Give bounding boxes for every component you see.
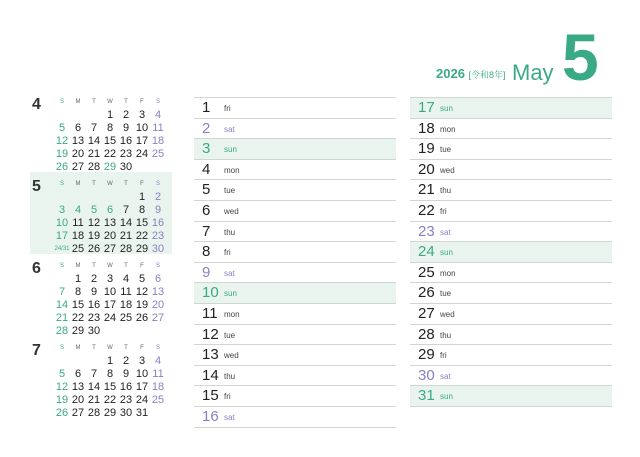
day-row bbox=[194, 407, 396, 428]
day-number: 2 bbox=[202, 119, 211, 137]
mini-day-cell: 5 bbox=[58, 368, 66, 380]
mini-day-cell: 27 bbox=[103, 243, 117, 255]
mini-day-cell: 2 bbox=[154, 191, 162, 203]
day-weekday: thu bbox=[224, 371, 236, 381]
weekday-header-cell: T bbox=[92, 345, 96, 351]
mini-day-cell: 11 bbox=[120, 286, 132, 298]
day-weekday: fri bbox=[440, 206, 447, 216]
mini-day-cell: 16 bbox=[119, 135, 133, 147]
mini-day-cell: 26 bbox=[55, 407, 69, 419]
mini-day-cell: 25 bbox=[151, 148, 165, 160]
mini-day-cell: 19 bbox=[87, 230, 101, 242]
day-number: 19 bbox=[418, 140, 435, 158]
mini-day-cell: 7 bbox=[122, 204, 130, 216]
day-number: 1 bbox=[202, 99, 211, 116]
mini-day-cell: 16 bbox=[151, 217, 165, 229]
day-row bbox=[194, 366, 396, 387]
mini-day-cell: 31 bbox=[135, 407, 149, 419]
mini-day-cell: 6 bbox=[74, 368, 82, 380]
mini-day-cell: 5 bbox=[138, 273, 146, 285]
day-number: 4 bbox=[202, 160, 211, 178]
day-column-2 bbox=[410, 97, 612, 407]
mini-day-cell: 25 bbox=[71, 243, 85, 255]
day-weekday: sat bbox=[440, 371, 451, 381]
day-number: 30 bbox=[418, 366, 435, 384]
mini-day-cell: 29 bbox=[71, 325, 85, 337]
mini-day-cell: 27 bbox=[71, 161, 85, 173]
day-row bbox=[194, 325, 396, 346]
day-weekday: sun bbox=[440, 248, 453, 258]
day-row bbox=[410, 283, 612, 304]
mini-day-cell: 24 bbox=[135, 394, 149, 406]
day-weekday: fri bbox=[224, 104, 231, 113]
day-row bbox=[194, 139, 396, 160]
mini-day-cell: 27 bbox=[151, 312, 165, 324]
mini-day-cell: 26 bbox=[87, 243, 101, 255]
mini-day-cell: 1 bbox=[106, 355, 114, 367]
mini-day-cell: 8 bbox=[106, 122, 114, 134]
mini-day-cell: 7 bbox=[90, 122, 98, 134]
mini-day-cell: 13 bbox=[151, 286, 165, 298]
mini-day-cell: 19 bbox=[55, 148, 69, 160]
day-number: 23 bbox=[418, 222, 435, 240]
day-number: 3 bbox=[202, 140, 211, 158]
day-row bbox=[194, 119, 396, 140]
day-weekday: tue bbox=[440, 289, 452, 299]
day-weekday: mon bbox=[440, 268, 456, 278]
day-row bbox=[194, 283, 396, 304]
mini-day-cell: 4 bbox=[154, 355, 162, 367]
mini-day-cell: 2 bbox=[122, 355, 130, 367]
mini-day-cell: 29 bbox=[103, 161, 117, 173]
day-row bbox=[194, 242, 396, 263]
day-number: 12 bbox=[202, 325, 219, 343]
mini-day-cell: 22 bbox=[103, 394, 117, 406]
day-number: 15 bbox=[202, 387, 219, 405]
day-row bbox=[410, 345, 612, 366]
month-name: May bbox=[512, 60, 554, 85]
day-weekday: sun bbox=[440, 104, 453, 113]
mini-day-cell: 4 bbox=[122, 273, 130, 285]
mini-day-cell: 30 bbox=[151, 243, 165, 255]
mini-day-cell: 14 bbox=[87, 135, 101, 147]
day-row bbox=[410, 242, 612, 263]
mini-day-cell: 23 bbox=[151, 230, 165, 242]
mini-day-cell: 12 bbox=[55, 381, 69, 393]
day-number: 5 bbox=[202, 181, 211, 199]
mini-day-cell: 9 bbox=[154, 204, 162, 216]
day-number: 11 bbox=[202, 304, 218, 322]
day-weekday: sat bbox=[224, 412, 235, 422]
day-number: 22 bbox=[418, 201, 435, 219]
mini-day-cell: 14 bbox=[119, 217, 133, 229]
day-column-1 bbox=[194, 97, 396, 428]
day-weekday: mon bbox=[224, 309, 240, 319]
mini-day-cell: 1 bbox=[106, 109, 114, 121]
day-row bbox=[194, 180, 396, 201]
weekday-header-cell: T bbox=[92, 99, 96, 105]
mini-day-cell: 10 bbox=[103, 286, 117, 298]
day-weekday: thu bbox=[224, 227, 236, 237]
mini-day-cell: 25 bbox=[119, 312, 133, 324]
mini-day-cell: 21 bbox=[119, 230, 133, 242]
weekday-header-cell: S bbox=[155, 345, 160, 351]
mini-day-cell: 10 bbox=[55, 217, 69, 229]
mini-day-cell: 6 bbox=[106, 204, 114, 216]
weekday-header-cell: T bbox=[124, 99, 128, 105]
mini-day-cell: 2 bbox=[122, 109, 130, 121]
mini-day-cell: 15 bbox=[103, 381, 117, 393]
day-weekday: sun bbox=[224, 289, 237, 299]
mini-day-cell: 15 bbox=[103, 135, 117, 147]
mini-day-cell: 9 bbox=[90, 286, 98, 298]
day-weekday: sun bbox=[440, 392, 453, 402]
mini-day-cell: 8 bbox=[138, 204, 146, 216]
mini-day-cell: 3 bbox=[138, 109, 146, 121]
mini-day-cell: 21 bbox=[87, 148, 101, 160]
mini-day-cell: 19 bbox=[55, 394, 69, 406]
day-row bbox=[410, 386, 612, 407]
mini-day-cell: 28 bbox=[87, 407, 101, 419]
mini-day-cell: 30 bbox=[119, 161, 133, 173]
mini-day-cell: 4 bbox=[154, 109, 162, 121]
mini-day-cell: 28 bbox=[87, 161, 101, 173]
weekday-header-cell: F bbox=[140, 345, 144, 351]
mini-month-label: 5 bbox=[32, 178, 41, 195]
day-row bbox=[410, 222, 612, 243]
day-row bbox=[194, 263, 396, 284]
mini-day-cell: 22 bbox=[71, 312, 85, 324]
mini-day-cell: 18 bbox=[151, 381, 165, 393]
day-weekday: thu bbox=[440, 330, 452, 340]
day-row bbox=[410, 325, 612, 346]
day-number: 21 bbox=[418, 181, 435, 199]
day-number: 17 bbox=[418, 99, 435, 116]
mini-day-cell: 20 bbox=[151, 299, 165, 311]
mini-day-cell: 21 bbox=[87, 394, 101, 406]
weekday-header-cell: M bbox=[75, 263, 81, 269]
weekday-header-cell: M bbox=[75, 345, 81, 351]
day-weekday: fri bbox=[224, 392, 231, 402]
day-weekday: fri bbox=[440, 351, 447, 361]
day-row bbox=[194, 98, 396, 119]
weekday-header-cell: S bbox=[59, 99, 64, 105]
day-weekday: sun bbox=[224, 145, 237, 155]
mini-month-label: 7 bbox=[32, 342, 41, 359]
mini-day-cell: 15 bbox=[135, 217, 149, 229]
mini-day-cell: 9 bbox=[122, 122, 130, 134]
mini-day-cell: 13 bbox=[103, 217, 117, 229]
day-number: 26 bbox=[418, 284, 435, 302]
weekday-header-cell: S bbox=[155, 181, 160, 187]
day-number: 8 bbox=[202, 243, 211, 261]
mini-day-cell: 15 bbox=[71, 299, 85, 311]
weekday-header-cell: M bbox=[75, 99, 81, 105]
mini-day-cell: 6 bbox=[154, 273, 162, 285]
weekday-header-cell: T bbox=[92, 263, 96, 269]
day-row bbox=[410, 304, 612, 325]
day-weekday: wed bbox=[224, 206, 239, 216]
mini-day-cell: 13 bbox=[71, 381, 85, 393]
weekday-header-cell: T bbox=[124, 263, 128, 269]
era-text: [令和8年] bbox=[468, 70, 506, 80]
month-number: 5 bbox=[562, 20, 599, 94]
mini-day-cell: 30 bbox=[119, 407, 133, 419]
day-row bbox=[410, 98, 612, 119]
mini-day-cell: 17 bbox=[55, 230, 69, 242]
mini-month-label: 6 bbox=[32, 260, 41, 277]
day-weekday: tue bbox=[224, 186, 236, 196]
mini-day-cell: 12 bbox=[55, 135, 69, 147]
day-row bbox=[410, 139, 612, 160]
day-number: 24 bbox=[418, 243, 435, 261]
day-weekday: thu bbox=[440, 186, 452, 196]
weekday-header-cell: S bbox=[155, 99, 160, 105]
day-number: 14 bbox=[202, 366, 219, 384]
mini-day-cell: 28 bbox=[119, 243, 133, 255]
day-row bbox=[194, 386, 396, 407]
mini-day-cell: 3 bbox=[58, 204, 66, 216]
mini-day-cell: 16 bbox=[119, 381, 133, 393]
day-weekday: tue bbox=[224, 330, 236, 340]
day-number: 27 bbox=[418, 304, 435, 322]
weekday-header-cell: M bbox=[75, 181, 81, 187]
mini-day-cell: 9 bbox=[122, 368, 130, 380]
mini-day-cell: 20 bbox=[71, 394, 85, 406]
day-weekday: tue bbox=[440, 145, 452, 155]
weekday-header-cell: W bbox=[107, 263, 113, 269]
day-number: 10 bbox=[202, 284, 219, 302]
mini-day-cell: 18 bbox=[119, 299, 133, 311]
day-weekday: wed bbox=[224, 351, 239, 361]
day-number: 20 bbox=[418, 160, 435, 178]
mini-day-cell: 23 bbox=[119, 148, 133, 160]
mini-day-cell: 18 bbox=[71, 230, 85, 242]
mini-day-cell: 10 bbox=[135, 122, 149, 134]
mini-day-cell: 7 bbox=[90, 368, 98, 380]
day-number: 13 bbox=[202, 346, 219, 364]
mini-day-cell: 17 bbox=[135, 381, 149, 393]
mini-day-cell: 8 bbox=[74, 286, 82, 298]
mini-month-label: 4 bbox=[32, 96, 41, 113]
mini-day-cell: 22 bbox=[135, 230, 149, 242]
weekday-header-cell: F bbox=[140, 99, 144, 105]
mini-day-cell: 24 bbox=[135, 148, 149, 160]
mini-day-cell: 16 bbox=[87, 299, 101, 311]
mini-day-cell: 23 bbox=[119, 394, 133, 406]
mini-day-cell: 13 bbox=[71, 135, 85, 147]
mini-day-cell: 19 bbox=[135, 299, 149, 311]
mini-day-cell: 10 bbox=[135, 368, 149, 380]
mini-day-cell: 12 bbox=[87, 217, 101, 229]
mini-day-cell: 3 bbox=[106, 273, 114, 285]
weekday-header-cell: T bbox=[124, 181, 128, 187]
day-row bbox=[410, 263, 612, 284]
mini-day-cell: 28 bbox=[55, 325, 69, 337]
weekday-header-cell: W bbox=[107, 345, 113, 351]
year-text: 2026 bbox=[436, 66, 465, 81]
mini-day-cell: 1 bbox=[74, 273, 82, 285]
mini-day-cell: 30 bbox=[87, 325, 101, 337]
mini-day-cell: 20 bbox=[71, 148, 85, 160]
weekday-header-cell: T bbox=[124, 345, 128, 351]
mini-day-cell: 29 bbox=[135, 243, 149, 255]
day-number: 9 bbox=[202, 263, 211, 281]
day-number: 18 bbox=[418, 119, 435, 137]
weekday-header-cell: S bbox=[155, 263, 160, 269]
mini-day-cell: 24 bbox=[103, 312, 117, 324]
mini-day-cell: 29 bbox=[103, 407, 117, 419]
mini-day-cell: 6 bbox=[74, 122, 82, 134]
day-weekday: sat bbox=[224, 268, 235, 278]
day-row bbox=[410, 366, 612, 387]
day-weekday: wed bbox=[440, 309, 455, 319]
mini-day-cell: 12 bbox=[135, 286, 149, 298]
mini-day-cell: 4 bbox=[74, 204, 82, 216]
mini-day-cell: 21 bbox=[55, 312, 69, 324]
weekday-header-cell: F bbox=[140, 263, 144, 269]
mini-day-cell: 11 bbox=[152, 122, 164, 134]
day-number: 31 bbox=[418, 387, 435, 405]
weekday-header-cell: F bbox=[140, 181, 144, 187]
mini-day-cell: 11 bbox=[152, 368, 164, 380]
day-weekday: sat bbox=[224, 124, 235, 134]
mini-day-cell: 1 bbox=[138, 191, 146, 203]
day-row bbox=[194, 201, 396, 222]
year-label bbox=[436, 66, 506, 81]
day-number: 25 bbox=[418, 263, 435, 281]
day-number: 6 bbox=[202, 201, 211, 219]
mini-day-cell: 3 bbox=[138, 355, 146, 367]
day-row bbox=[194, 304, 396, 325]
mini-day-cell: 24/31 bbox=[54, 246, 70, 252]
weekday-header-cell: S bbox=[59, 181, 64, 187]
weekday-header-cell: S bbox=[59, 263, 64, 269]
mini-day-cell: 26 bbox=[55, 161, 69, 173]
day-weekday: mon bbox=[440, 124, 456, 134]
day-row bbox=[410, 119, 612, 140]
day-row bbox=[194, 222, 396, 243]
mini-day-cell: 8 bbox=[106, 368, 114, 380]
mini-day-cell: 2 bbox=[90, 273, 98, 285]
day-number: 16 bbox=[202, 407, 219, 425]
day-number: 28 bbox=[418, 325, 435, 343]
day-weekday: fri bbox=[224, 248, 231, 258]
mini-day-cell: 22 bbox=[103, 148, 117, 160]
mini-day-cell: 18 bbox=[151, 135, 165, 147]
weekday-header-cell: T bbox=[92, 181, 96, 187]
mini-day-cell: 14 bbox=[55, 299, 69, 311]
mini-day-cell: 14 bbox=[87, 381, 101, 393]
mini-day-cell: 17 bbox=[103, 299, 117, 311]
mini-day-cell: 5 bbox=[90, 204, 98, 216]
day-weekday: mon bbox=[224, 165, 240, 175]
weekday-header-cell: W bbox=[107, 181, 113, 187]
day-row bbox=[410, 180, 612, 201]
day-weekday: sat bbox=[440, 227, 451, 237]
day-row bbox=[410, 201, 612, 222]
mini-day-cell: 5 bbox=[58, 122, 66, 134]
mini-day-cell: 27 bbox=[71, 407, 85, 419]
mini-day-cell: 20 bbox=[103, 230, 117, 242]
mini-day-cell: 11 bbox=[72, 217, 84, 229]
day-number: 7 bbox=[202, 222, 211, 240]
mini-day-cell: 23 bbox=[87, 312, 101, 324]
mini-day-cell: 26 bbox=[135, 312, 149, 324]
mini-day-cell: 17 bbox=[135, 135, 149, 147]
day-weekday: wed bbox=[440, 165, 455, 175]
day-row bbox=[194, 160, 396, 181]
weekday-header-cell: S bbox=[59, 345, 64, 351]
day-number: 29 bbox=[418, 346, 435, 364]
weekday-header-cell: W bbox=[107, 99, 113, 105]
mini-day-cell: 7 bbox=[58, 286, 66, 298]
mini-day-cell: 25 bbox=[151, 394, 165, 406]
day-row bbox=[194, 345, 396, 366]
day-row bbox=[410, 160, 612, 181]
